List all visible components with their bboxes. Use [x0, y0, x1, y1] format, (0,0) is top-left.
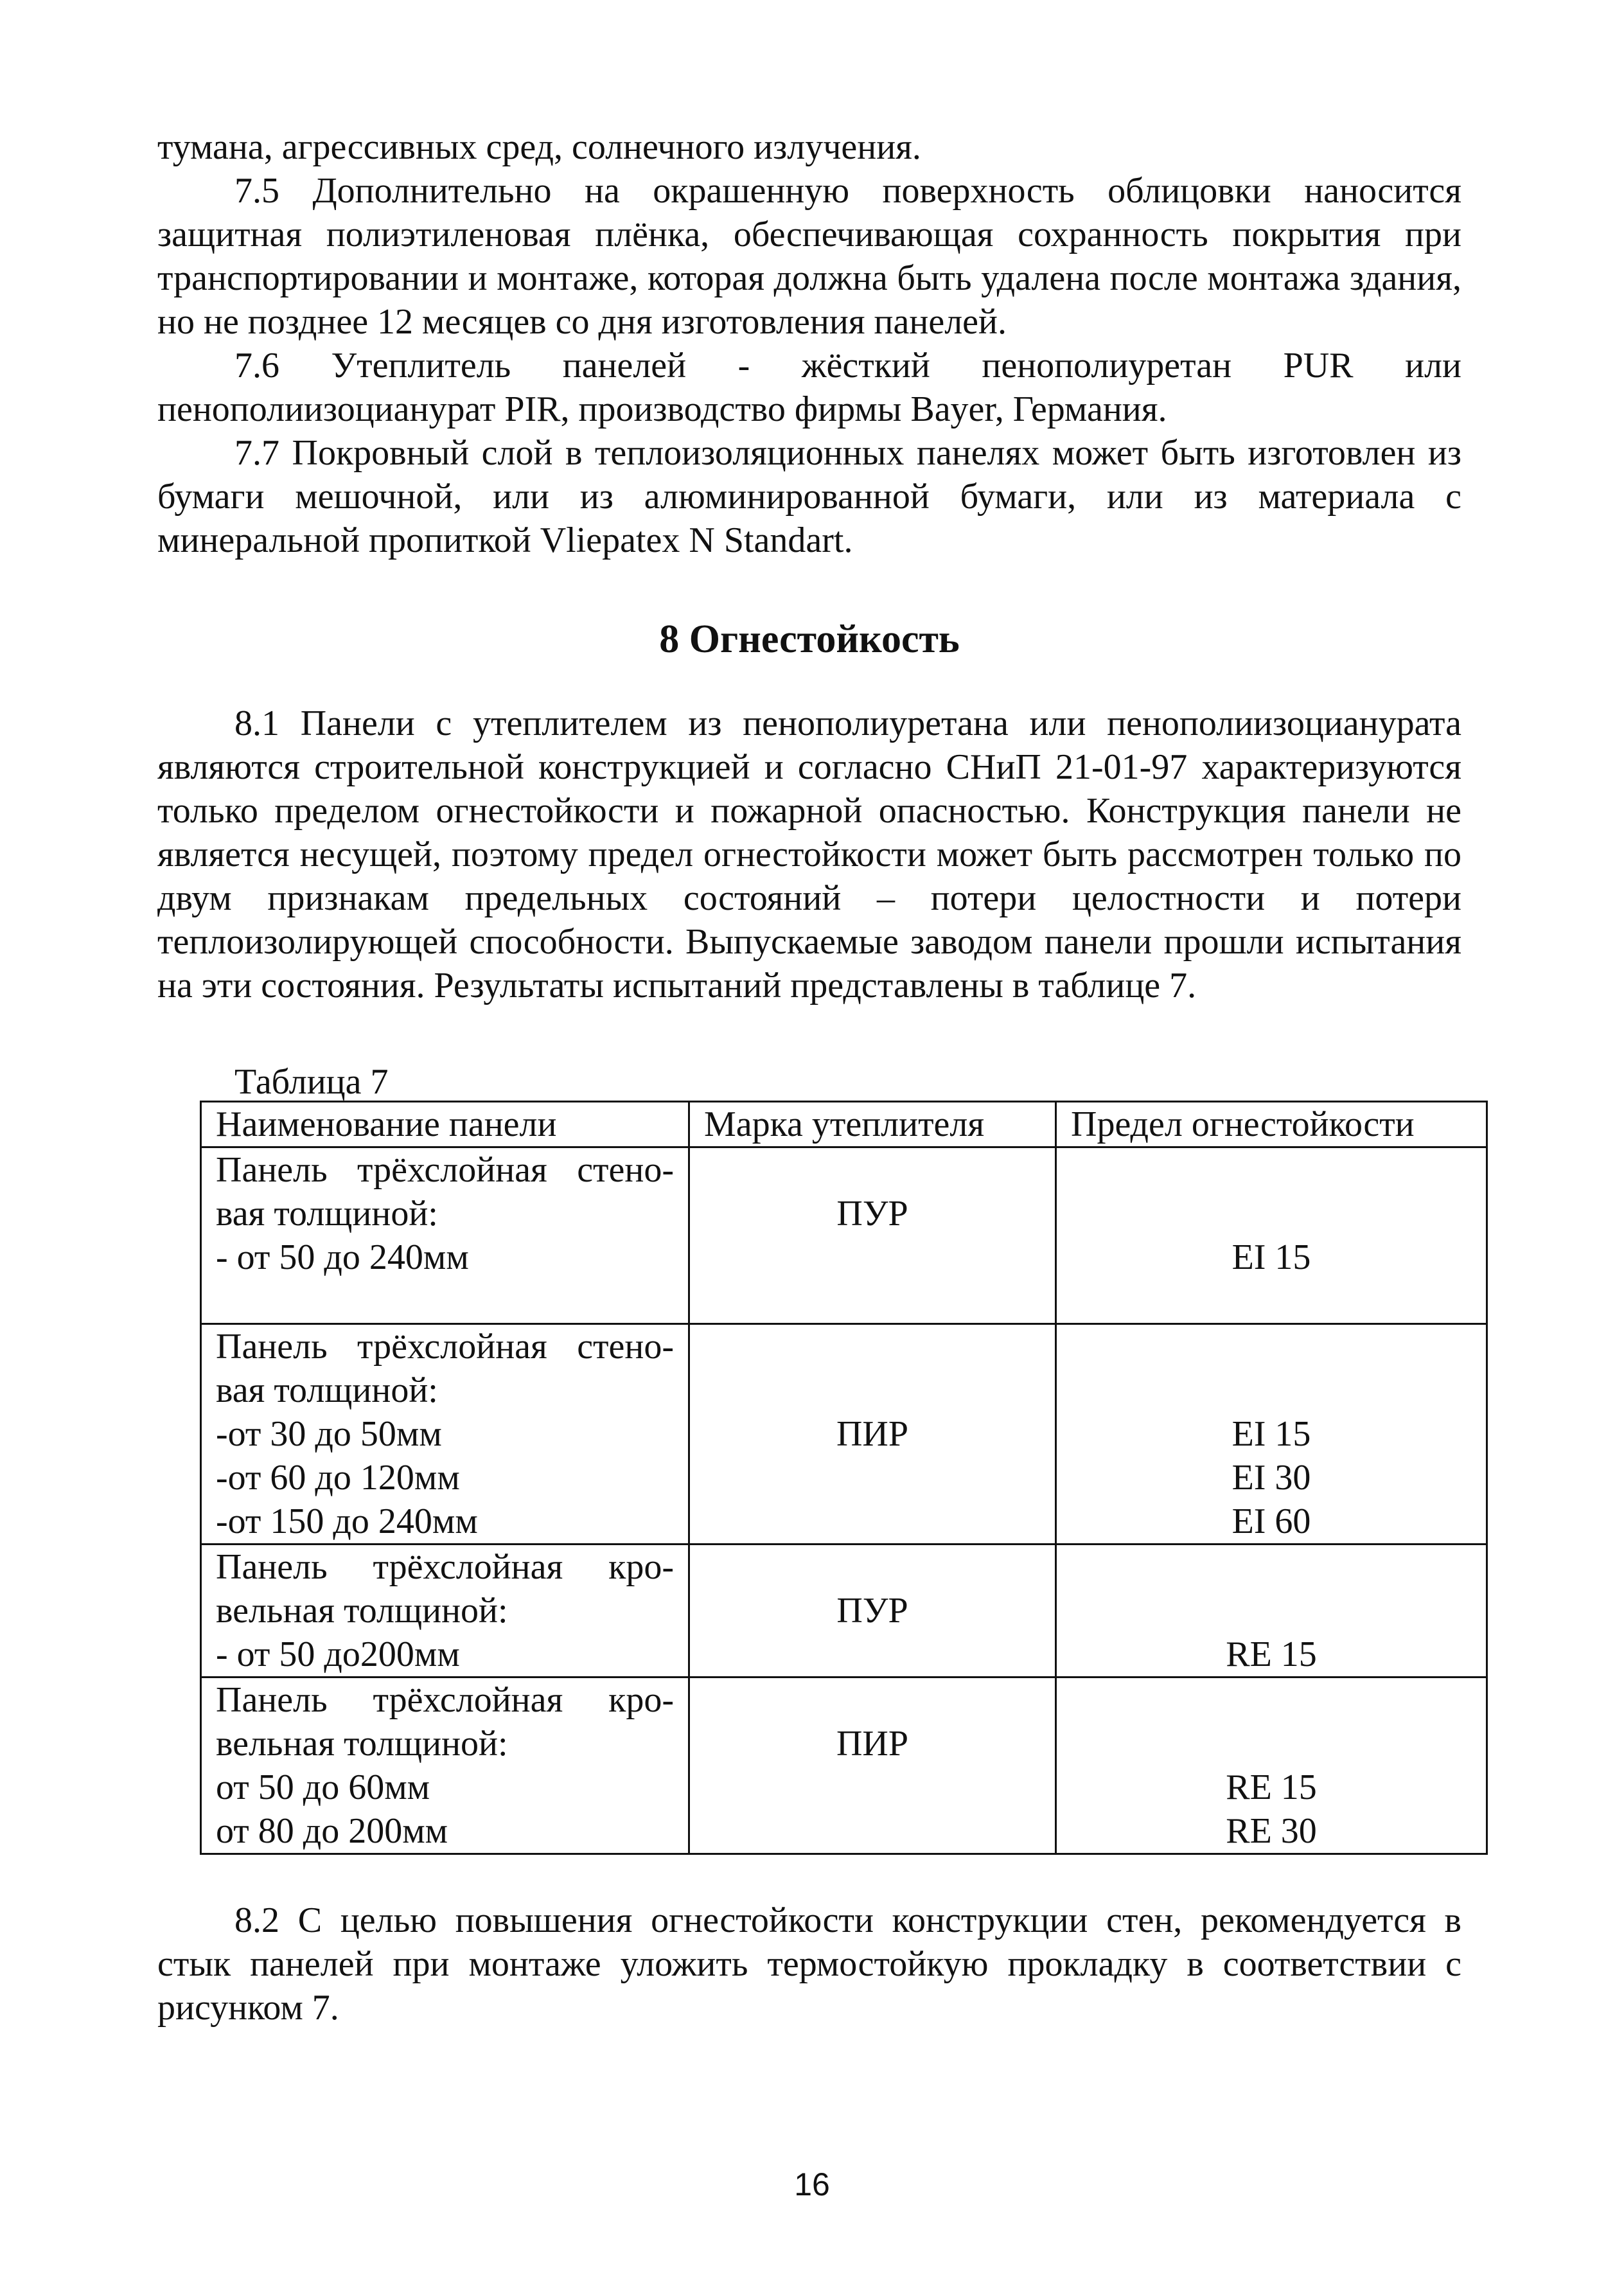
panel-name-line: Панель трёхслойная стено- — [216, 1150, 674, 1190]
panel-name-cell — [201, 1678, 689, 1854]
panel-name-line: вая толщиной: — [216, 1194, 438, 1234]
fire-limit-value: EI 60 — [1231, 1501, 1311, 1541]
panel-name-line: от 50 до 60мм — [216, 1767, 430, 1807]
insulation-mark: ПИР — [836, 1414, 909, 1454]
fire-limit-value: RE 15 — [1226, 1767, 1317, 1807]
header-fire-limit: Предел огнестойкости — [1056, 1102, 1487, 1147]
fire-limit-value: RE 15 — [1226, 1634, 1317, 1674]
panel-name-line: вельная толщиной: — [216, 1591, 508, 1631]
table-row — [201, 1545, 1487, 1678]
header-panel-name: Наименование панели — [201, 1102, 689, 1147]
panel-name-line: Панель трёхслойная стено- — [216, 1327, 674, 1367]
insulation-mark-cell — [689, 1545, 1056, 1678]
section-8-2-text — [157, 1899, 1461, 2030]
panel-name-line: -от 60 до 120мм — [216, 1458, 460, 1498]
table-caption: Таблица 7 — [234, 1062, 389, 1102]
panel-name-line: -от 150 до 240мм — [216, 1501, 478, 1541]
fire-limit-cell — [1056, 1678, 1487, 1854]
insulation-mark-cell — [689, 1678, 1056, 1854]
panel-name-line: от 80 до 200мм — [216, 1811, 448, 1851]
panel-name-line: вельная толщиной: — [216, 1724, 508, 1764]
fire-resistance-table — [200, 1101, 1488, 1855]
table-row — [201, 1678, 1487, 1854]
fire-limit-value: EI 15 — [1231, 1237, 1311, 1277]
fire-limit-cell — [1056, 1147, 1487, 1324]
table-row — [201, 1324, 1487, 1545]
fire-limit-value: EI 15 — [1231, 1414, 1311, 1454]
section-8-1-text — [157, 702, 1461, 1007]
panel-name-line: - от 50 до 240мм — [216, 1237, 469, 1277]
paragraph-7-5: 7.5 Дополнительно на окрашенную поверхность облицовки наносится защитная полиэтиленовая плёнка, обеспечивающая сохранность покрытия при транспортировании и монтаже, которая должна быть удалена после монтажа здания, но не позднее 12 месяцев со дня изготовления панелей. — [157, 171, 1461, 342]
panel-name-line: вая толщиной: — [216, 1370, 438, 1410]
insulation-mark: ПУР — [836, 1194, 908, 1234]
continuation-line: тумана, агрессивных сред, солнечного излучения. — [157, 127, 921, 167]
table-row — [201, 1147, 1487, 1324]
panel-name-line: -от 30 до 50мм — [216, 1414, 442, 1454]
section-7-text — [157, 125, 1461, 562]
header-insulation-mark: Марка утеплителя — [689, 1102, 1056, 1147]
fire-limit-value: RE 30 — [1226, 1811, 1317, 1851]
panel-name-cell — [201, 1324, 689, 1545]
panel-name-line: Панель трёхслойная кро- — [216, 1547, 674, 1587]
insulation-mark-cell — [689, 1147, 1056, 1324]
fire-limit-value: EI 30 — [1231, 1458, 1311, 1498]
section-heading: 8 Огнестойкость — [659, 617, 960, 661]
fire-limit-cell — [1056, 1545, 1487, 1678]
panel-name-line: - от 50 до200мм — [216, 1634, 460, 1674]
panel-name-line: Панель трёхслойная кро- — [216, 1680, 674, 1720]
insulation-mark: ПИР — [836, 1724, 909, 1764]
paragraph-7-7: 7.7 Покровный слой в теплоизоляционных панелях может быть изготовлен из бумаги мешочной, или из алюминированной бумаги, или из материала с минеральной пропиткой Vliepatex N Standart. — [157, 433, 1461, 560]
table-header-row — [201, 1102, 1487, 1147]
panel-name-cell — [201, 1545, 689, 1678]
paragraph-8-2: 8.2 С целью повышения огнестойкости конструкции стен, рекомендуется в стык панелей при монтаже уложить термостойкую прокладку в соответствии с рисунком 7. — [157, 1900, 1461, 2028]
paragraph-8-1: 8.1 Панели с утеплителем из пенополиуретана или пенополиизоцианурата являются строительной конструкцией и согласно СНиП 21-01-97 характеризуются только пределом огнестойкости и пожарной опасностью. Конструкция панели не является несущей, поэтому предел огнестойкости может быть рассмотрен только по двум признакам предельных состояний – потери целостности и потери теплоизолирующей способности. Выпускаемые заводом панели прошли испытания на эти состояния. Результаты испытаний представлены в таблице 7. — [157, 704, 1461, 1005]
insulation-mark: ПУР — [836, 1591, 908, 1631]
insulation-mark-cell — [689, 1324, 1056, 1545]
page-number: 16 — [794, 2166, 830, 2202]
paragraph-7-6: 7.6 Утеплитель панелей - жёсткий пенополиуретан PUR или пенополиизоцианурат PIR, производство фирмы Bayer, Германия. — [157, 346, 1461, 429]
fire-limit-cell — [1056, 1324, 1487, 1545]
panel-name-cell — [201, 1147, 689, 1324]
